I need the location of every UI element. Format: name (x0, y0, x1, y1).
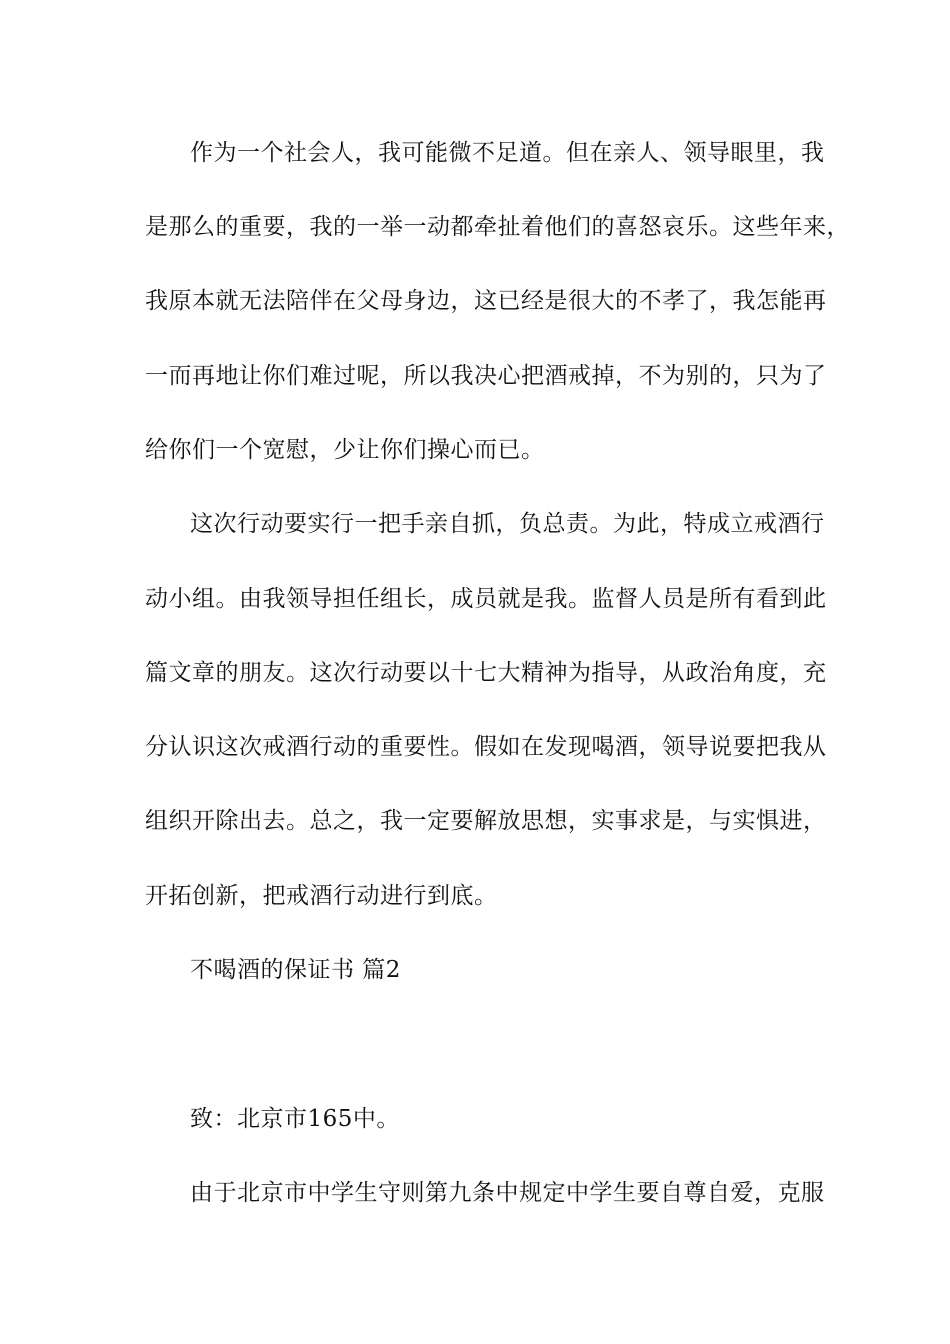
paragraph-2-line-3: 篇文章的朋友。这次行动要以十七大精神为指导，从政治角度，充 (145, 660, 827, 686)
paragraph-1-line-4: 一而再地让你们难过呢，所以我决心把酒戒掉，不为别的，只为了 (145, 363, 827, 389)
paragraph-2-line-5: 组织开除出去。总之，我一定要解放思想，实事求是，与实惧进， (145, 808, 827, 834)
paragraph-2-line-4: 分认识这次戒酒行动的重要性。假如在发现喝酒，领导说要把我从 (145, 734, 827, 760)
paragraph-1-line-2: 是那么的重要，我的一举一动都牵扯着他们的喜怒哀乐。这些年来， (145, 214, 850, 240)
paragraph-2-line-6: 开拓创新，把戒酒行动进行到底。 (145, 883, 498, 909)
section-heading: 不喝酒的保证书 篇2 (190, 957, 401, 983)
paragraph-2-line-2: 动小组。由我领导担任组长，成员就是我。监督人员是所有看到此 (145, 586, 827, 612)
paragraph-1-line-5: 给你们一个宽慰，少让你们操心而已。 (145, 437, 545, 463)
paragraph-1-line-3: 我原本就无法陪伴在父母身边，这已经是很大的不孝了，我怎能再 (145, 288, 827, 314)
paragraph-1-line-1: 作为一个社会人，我可能微不足道。但在亲人、领导眼里，我 (190, 140, 825, 166)
paragraph-3-line-1: 由于北京市中学生守则第九条中规定中学生要自尊自爱，克服 (190, 1180, 825, 1206)
salutation: 致：北京市165中。 (190, 1106, 400, 1132)
paragraph-2-line-1: 这次行动要实行一把手亲自抓，负总责。为此，特成立戒酒行 (190, 511, 825, 537)
